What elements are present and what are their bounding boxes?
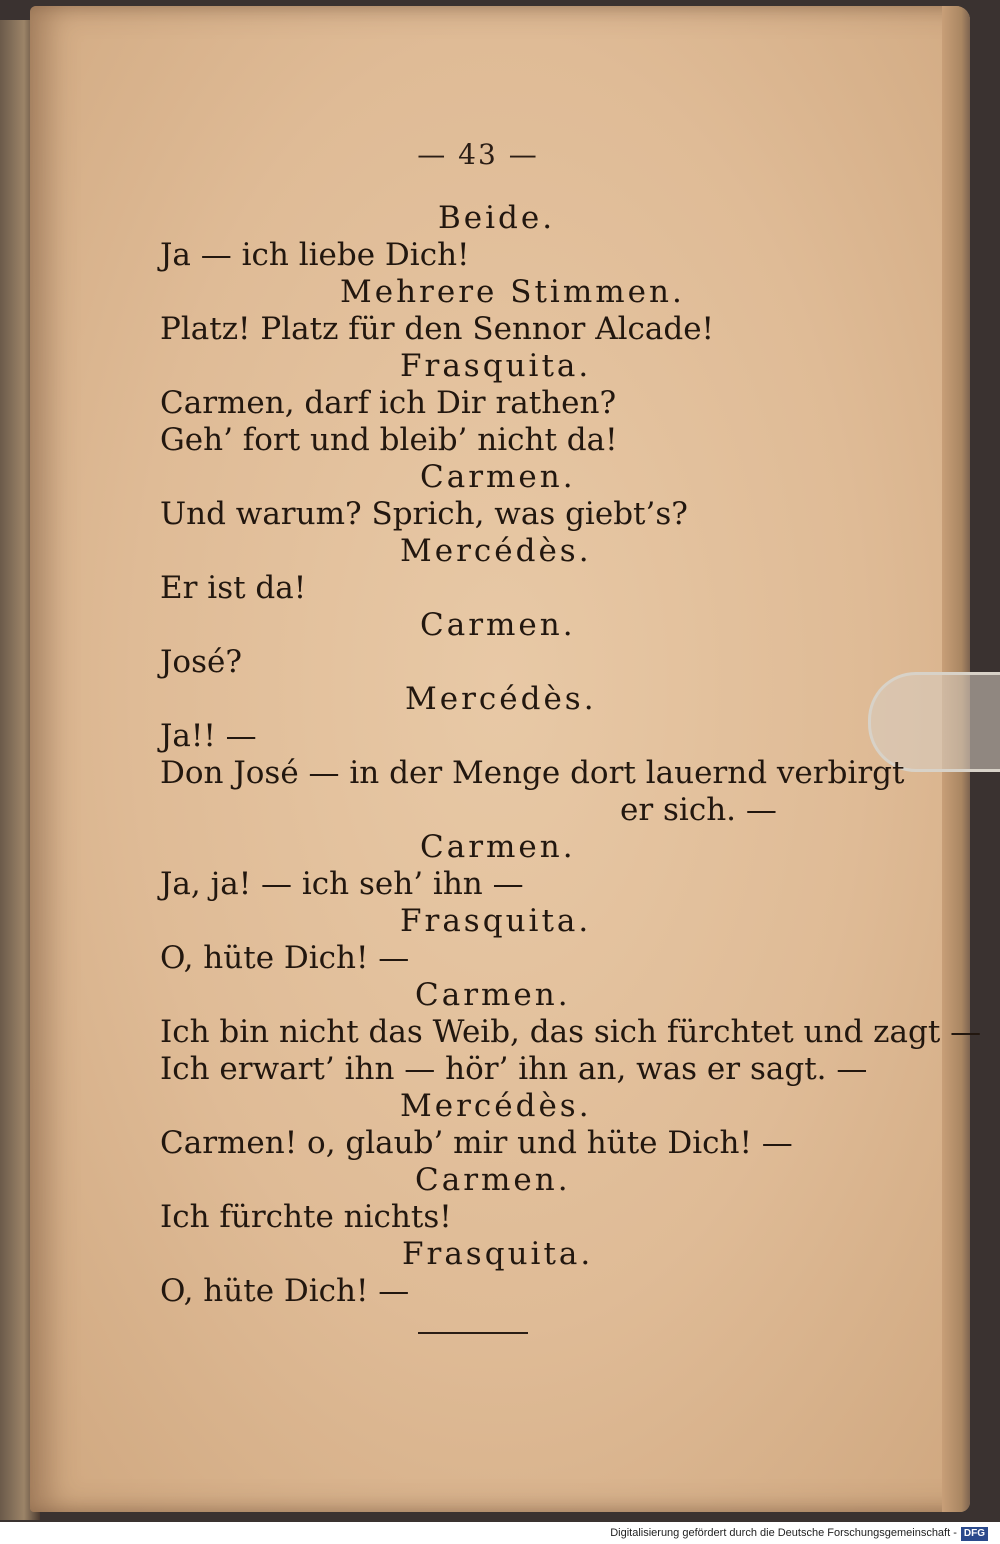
verse-line: Ich bin nicht das Weib, das sich fürchtet und zagt — (160, 1014, 982, 1050)
verse-line: Don José — in der Menge dort lauernd verbirgt (160, 755, 905, 791)
page-number: — 43 — (417, 138, 539, 171)
verse-line: Ich fürchte nichts! (160, 1199, 452, 1235)
verse-line: Er ist da! (160, 570, 307, 606)
verse-line: Carmen, darf ich Dir rathen? (160, 385, 617, 421)
speaker-name: Frasquita. (402, 1236, 594, 1272)
speaker-name: Carmen. (420, 459, 576, 495)
speaker-name: Mercédès. (400, 1088, 592, 1124)
speaker-name: Beide. (438, 200, 556, 236)
speaker-name: Mehrere Stimmen. (340, 274, 685, 310)
verse-line: Und warum? Sprich, was giebt’s? (160, 496, 688, 532)
verse-line: O, hüte Dich! — (160, 940, 410, 976)
verse-line: Ja — ich liebe Dich! (160, 237, 470, 273)
speaker-name: Carmen. (415, 1162, 571, 1198)
speaker-name: Frasquita. (400, 348, 592, 384)
speaker-name: Mercédès. (405, 681, 597, 717)
verse-line: Platz! Platz für den Sennor Alcade! (160, 311, 715, 347)
speaker-name: Carmen. (420, 607, 576, 643)
funding-note: Digitalisierung gefördert durch die Deutsche Forschungsgemeinschaft - (610, 1527, 957, 1539)
verse-line: O, hüte Dich! — (160, 1273, 410, 1309)
verse-line: Geh’ fort und bleib’ nicht da! (160, 422, 618, 458)
verse-line: Carmen! o, glaub’ mir und hüte Dich! — (160, 1125, 793, 1161)
verse-line: er sich. — (620, 792, 777, 828)
verse-line: José? (160, 644, 242, 680)
dfg-logo: DFG (961, 1527, 988, 1541)
speaker-name: Mercédès. (400, 533, 592, 569)
verse-line: Ja!! — (160, 718, 257, 754)
funding-footer (610, 1524, 988, 1542)
verse-line: Ich erwart’ ihn — hör’ ihn an, was er sagt. — (160, 1051, 868, 1087)
verse-line: Ja, ja! — ich seh’ ihn — (160, 866, 524, 902)
end-rule (418, 1332, 528, 1334)
speaker-name: Frasquita. (400, 903, 592, 939)
speaker-name: Carmen. (415, 977, 571, 1013)
speaker-name: Carmen. (420, 829, 576, 865)
